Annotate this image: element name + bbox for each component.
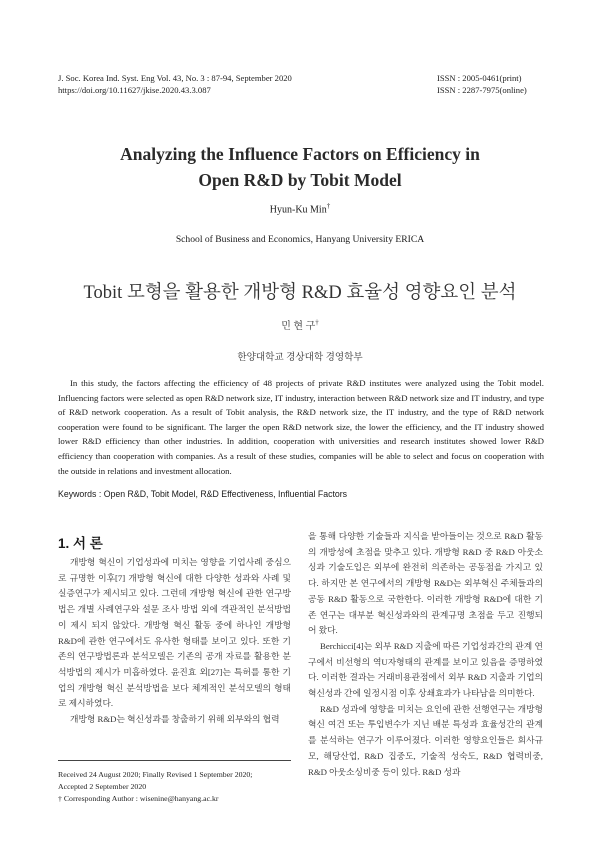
korean-author-text: 민 현 구 xyxy=(281,321,316,332)
korean-author xyxy=(0,317,600,332)
right-column xyxy=(308,529,543,780)
korean-title: Tobit 모형을 활용한 개방형 R&D 효율성 영향요인 분석 xyxy=(83,283,517,303)
footnote xyxy=(58,769,298,804)
keywords-label: Keywords : xyxy=(58,489,104,499)
author-text: Hyun-Ku Min xyxy=(269,204,327,216)
paragraph: Berchicci[4]는 외부 R&D 지출에 따른 기업성과간의 관계 연구에서 비선형의 역U자형태의 관계를 보이고 있음을 증명하였다. 이러한 결과는 거래비용관점에서 외부 R&D 지출과 기업의 혁신성과 간에 일정시점 이후 상쇄효과가 나타남을 의미한다. xyxy=(308,640,543,699)
left-column xyxy=(58,555,291,728)
author-mark: † xyxy=(326,202,331,210)
keywords-text: Open R&D, Tobit Model, R&D Effectiveness, Influential Factors xyxy=(103,489,348,499)
keywords-line xyxy=(58,489,544,499)
title-line-1: Analyzing the Influence Factors on Efficiency in xyxy=(120,144,480,164)
author-name xyxy=(0,202,600,215)
abstract: In this study, the factors affecting the efficiency of 48 projects of private R&D institutes were analyzed using the Tobit model. Influencing factors were selected as open R&D network size, IT industry, interaction between R&D network size and IT industry, and type of R&D network cooperation. As a result of Tobit analysis, the R&D network size, the IT industry, and the type of R&D network cooperation were found to be significant. The larger the open R&D network size, the lower the efficiency, and the IT industry showed lower R&D efficiency than other industries. In addition, cooperation with universities and research institutes showed lower R&D efficiency than cooperation with companies. As a result of these studies, companies will be able to select and focus on cooperation with the outside in relations and investment allocation. xyxy=(58,378,544,476)
corresponding-author: † Corresponding Author : wisenine@hanyang.ac.kr xyxy=(58,793,219,803)
paragraph: 개방형 혁신이 기업성과에 미치는 영향을 기업사례 중심으로 규명한 이후[7] 개방형 혁신에 대한 다양한 성과와 사례 및 실증연구가 제시되고 있다. 그런데 개방형 혁신에 관한 연구방법은 개별 사례연구와 설문 조사 방법 외에 객관적인 분석방법이 제시 되지 않았다. 개방형 혁신 활동 중에 하나인 개방형 R&D에 관한 연구에서도 유사한 형태를 보이고 있다. 또한 기존의 연구방법론과 분석모델은 기존의 공개 자료를 활용한 분석방법의 제시가 미흡하였다. 윤진효 외[27]는 특허를 통한 기업의 개방형 혁신 분석방법을 보다 체계적인 분석모델의 형태로 제시하였다. xyxy=(58,557,291,709)
paper-title xyxy=(0,141,600,193)
doi-link[interactable]: https://doi.org/10.11627/jkise.2020.43.3.087 xyxy=(58,85,211,95)
issn-online: ISSN : 2287-7975(online) xyxy=(437,85,527,95)
journal-citation: J. Soc. Korea Ind. Syst. Eng Vol. 43, No. 3 : 87-94, September 2020 xyxy=(58,73,292,83)
affiliation: School of Business and Economics, Hanyang University ERICA xyxy=(175,234,425,245)
issn-print: ISSN : 2005-0461(print) xyxy=(437,73,522,83)
footnote-divider xyxy=(58,760,291,761)
korean-author-mark: † xyxy=(315,318,319,327)
received-dates: Received 24 August 2020; Finally Revised 1 September 2020; xyxy=(58,770,253,779)
paragraph: R&D 성과에 영향을 미치는 요인에 관한 선행연구는 개방형 혁신 여건 또는 투입변수가 지닌 배분 특성과 효율성간의 관계를 분석하는 연구가 이루어졌다. 이러한 영향요인들은 회사규모, 해당산업, R&D 집중도, 기술적 성숙도, R&D 협력비중, R&D 아웃소싱비중 등이 있다. R&D 성과 xyxy=(308,703,543,777)
korean-affiliation: 한양대학교 경상대학 경영학부 xyxy=(237,352,363,363)
paragraph: 을 통해 다양한 기술들과 지식을 받아들이는 것으로 R&D 활동의 개방성에 초점을 맞추고 있다. 개방형 R&D 중 R&D 아웃소싱과 기술도입은 외부에 완전히 의존하는 공동점을 가지고 있다. 하지만 본 연구에서의 개방형 R&D는 외부혁신 주체들과의 공동 R&D 활동으로 국한한다. 이러한 개방형 R&D에 대한 기존 연구는 대부분 혁신성과와의 관계규명 초점을 두고 진행되어 왔다. xyxy=(308,531,543,636)
accepted-date: Accepted 2 September 2020 xyxy=(58,781,147,791)
paragraph: 개방형 R&D는 혁신성과를 창출하기 위해 외부와의 협력 xyxy=(70,714,280,725)
title-line-2: Open R&D by Tobit Model xyxy=(198,170,402,190)
section-heading: 1. 서 론 xyxy=(58,536,103,551)
